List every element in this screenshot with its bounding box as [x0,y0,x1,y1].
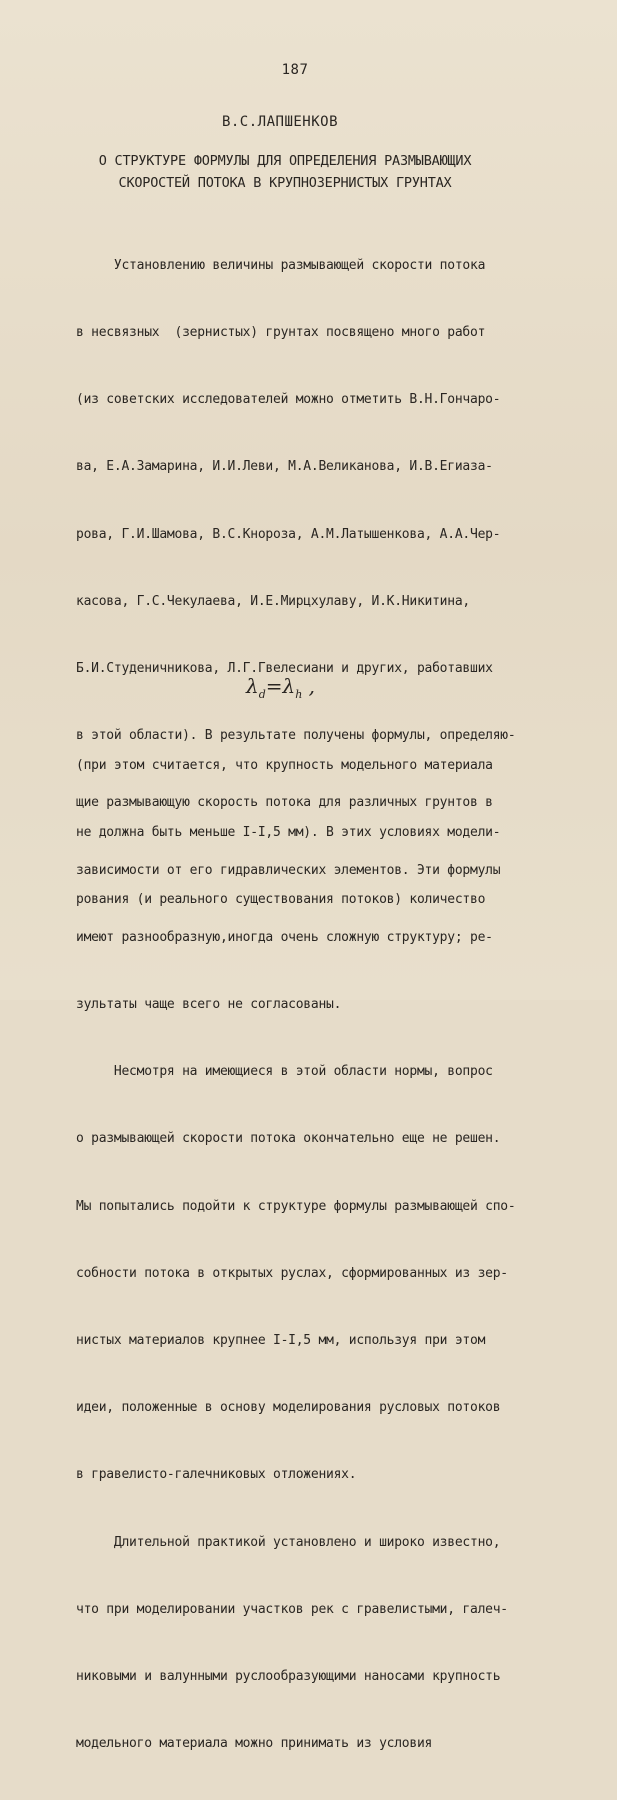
body-line: собности потока в открытых руслах, сформированных из зер- [76,1265,508,1281]
body-line: никовыми и валунными руслообразующими наносами крупность [76,1669,501,1685]
page-number: 187 [281,62,309,78]
formula-lhs-subscript: d [258,688,266,701]
body-paragraphs [76,210,546,1800]
body-line: модельного материала можно принимать из условия [76,1736,433,1752]
formula-equals: = [265,674,283,698]
body-line: зависимости от его гидравлических элементов. Эти формулы [76,862,501,878]
body-line: имеют разнообразную,иногда очень сложную структуру; ре- [76,929,493,945]
body-line: нистых материалов крупнее I-I,5 мм, используя при этом [76,1333,486,1349]
body-line: в несвязных (зернистых) грунтах посвящено много работ [76,325,486,341]
body-line: ва, Е.А.Замарина, И.И.Леви, М.А.Великанова, И.В.Егиаза- [76,459,493,475]
body-line: зультаты чаще всего не согласованы. [76,997,342,1013]
body-line: в этой области). В результате получены формулы, определяю- [76,728,516,744]
formula-rhs-subscript: h [295,688,303,701]
body-line: Несмотря на имеющиеся в этой области нормы, вопрос [76,1064,493,1080]
body-line: идеи, положенные в основу моделирования русловых потоков [76,1400,501,1416]
body-line: щие размывающую скорость потока для различных грунтов в [76,795,493,811]
body-line: Установлению величины размывающей скорости потока [76,257,486,273]
title-line: СКОРОСТЕЙ ПОТОКА В КРУПНОЗЕРНИСТЫХ ГРУНТАХ [118,175,452,191]
body-line: в гравелисто-галечниковых отложениях. [76,1467,357,1483]
body-line: Мы попытались подойти к структуре формулы размывающей спо- [76,1198,516,1214]
title-line: О СТРУКТУРЕ ФОРМУЛЫ ДЛЯ ОПРЕДЕЛЕНИЯ РАЗМЫВАЮЩИХ [98,153,472,169]
body-line: Б.И.Студеничникова, Л.Г.Гвелесиани и других, работавших [76,661,493,677]
body-line: касова, Г.С.Чекулаева, И.Е.Мирцхулаву, И.К.Никитина, [76,593,470,609]
author-name: В.С.ЛАПШЕНКОВ [221,114,339,130]
body-paragraphs-continued [76,710,546,956]
body-line: что при моделировании участков рек с гравелистыми, галеч- [76,1601,508,1617]
body-line: не должна быть меньше I-I,5 мм). В этих условиях модели- [76,825,501,841]
article-title [40,150,530,194]
body-line: Длительной практикой установлено и широко известно, [76,1534,501,1550]
formula [246,674,315,701]
body-line: (при этом считается, что крупность модельного материала [76,757,493,773]
body-line: рова, Г.И.Шамова, В.С.Кнороза, А.М.Латышенкова, А.А.Чер- [76,526,501,542]
body-line: рования (и реального существования потоков) количество [76,892,486,908]
formula-rhs: λ [282,674,296,698]
formula-lhs: λ [246,674,259,698]
body-line: (из советских исследователей можно отметить В.Н.Гончаро- [76,392,501,408]
body-line: о размывающей скорости потока окончательно еще не решен. [76,1131,501,1147]
formula-trailing-mark: , [302,674,315,698]
